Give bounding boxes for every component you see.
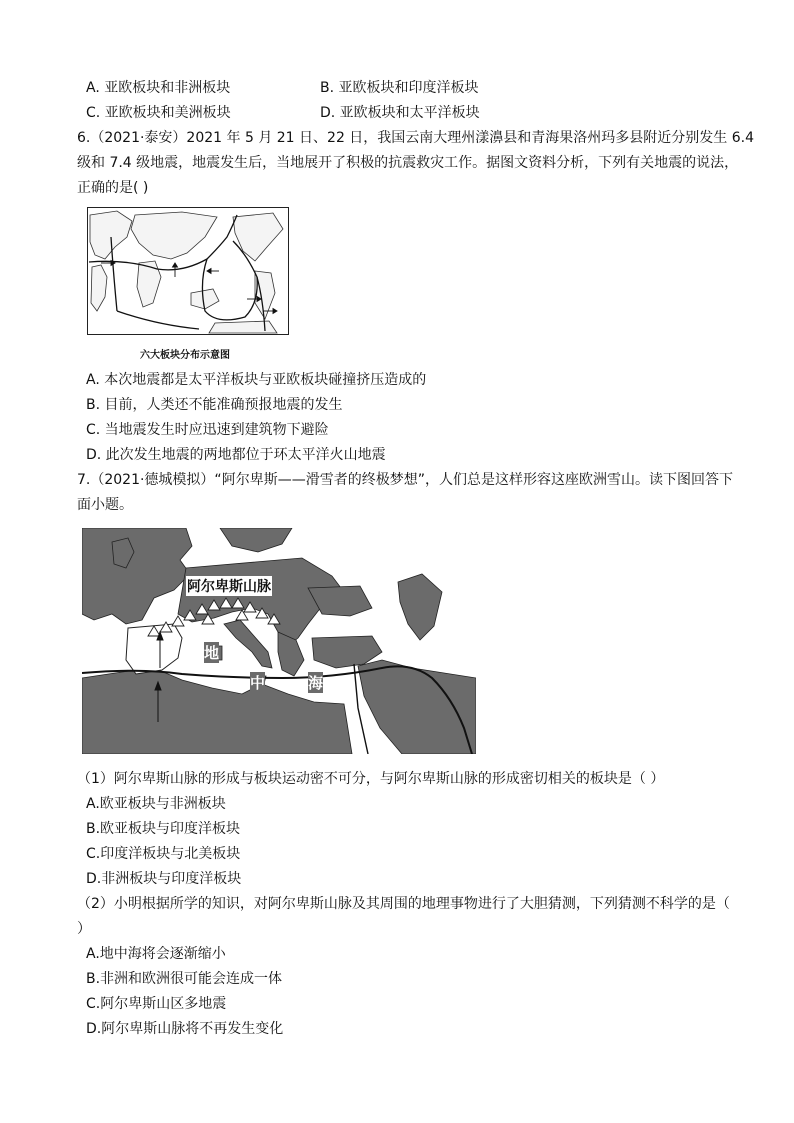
q7-sub2-option-d: D.阿尔卑斯山脉将不再发生变化 xyxy=(86,1021,284,1037)
map-label-zhong: 中 xyxy=(250,674,266,692)
alps-map-image xyxy=(82,528,476,754)
q6-stem-line1: 6.（2021·泰安）2021 年 5 月 21 日、22 日，我国云南大理州漾濞县和青海果洛州玛多县附近分别发生 6.4 xyxy=(77,130,755,146)
alps-map-figure xyxy=(82,528,476,754)
q7-stem-line2: 面小题。 xyxy=(77,497,133,513)
q7-sub2-stem-line2: ） xyxy=(77,921,91,937)
q7-sub2-stem-line1: （2）小明根据所学的知识，对阿尔卑斯山脉及其周围的地理事物进行了大胆猜测，下列猜测不科学的是（ xyxy=(77,896,730,912)
q6-option-d: D. 此次发生地震的两地都位于环太平洋火山地震 xyxy=(86,447,386,463)
q6-stem-line3: 正确的是( ) xyxy=(77,180,149,196)
q6-option-a: A. 本次地震都是太平洋板块与亚欧板块碰撞挤压造成的 xyxy=(86,372,427,388)
plate-map-image xyxy=(87,207,289,335)
q5-option-c: C. 亚欧板块和美洲板块 xyxy=(86,105,231,121)
q7-sub2-option-a: A.地中海将会逐渐缩小 xyxy=(86,946,226,962)
q7-sub1-option-d: D.非洲板块与印度洋板块 xyxy=(86,871,242,887)
map-label-di: 地 xyxy=(204,644,220,662)
plate-map-figure xyxy=(87,207,289,335)
q7-stem-line1: 7.（2021·德城模拟）“阿尔卑斯——滑雪者的终极梦想”，人们总是这样形容这座欧洲雪山。读下图回答下 xyxy=(77,472,733,488)
plate-map-caption: 六大板块分布示意图 xyxy=(140,350,230,361)
q6-option-b: B. 目前，人类还不能准确预报地震的发生 xyxy=(86,397,343,413)
q5-option-d: D. 亚欧板块和太平洋板块 xyxy=(320,105,480,121)
q7-sub2-option-c: C.阿尔卑斯山区多地震 xyxy=(86,996,227,1012)
q7-sub1-option-b: B.欧亚板块与印度洋板块 xyxy=(86,821,241,837)
q7-sub1-stem: （1）阿尔卑斯山脉的形成与板块运动密不可分，与阿尔卑斯山脉的形成密切相关的板块是（ ） xyxy=(77,771,665,787)
map-label-hai: 海 xyxy=(308,674,324,692)
q5-option-a: A. 亚欧板块和非洲板块 xyxy=(86,80,231,96)
map-label-alps: 阿尔卑斯山脉 xyxy=(186,576,272,596)
q7-sub2-option-b: B.非洲和欧洲很可能会连成一体 xyxy=(86,971,283,987)
q7-sub1-option-a: A.欧亚板块与非洲板块 xyxy=(86,796,226,812)
q7-sub1-option-c: C.印度洋板块与北美板块 xyxy=(86,846,241,862)
q5-option-b: B. 亚欧板块和印度洋板块 xyxy=(320,80,479,96)
q6-option-c: C. 当地震发生时应迅速到建筑物下避险 xyxy=(86,422,329,438)
q6-stem-line2: 级和 7.4 级地震，地震发生后，当地展开了积极的抗震救灾工作。据图文资料分析，下列有关地震的说法， xyxy=(77,155,739,171)
